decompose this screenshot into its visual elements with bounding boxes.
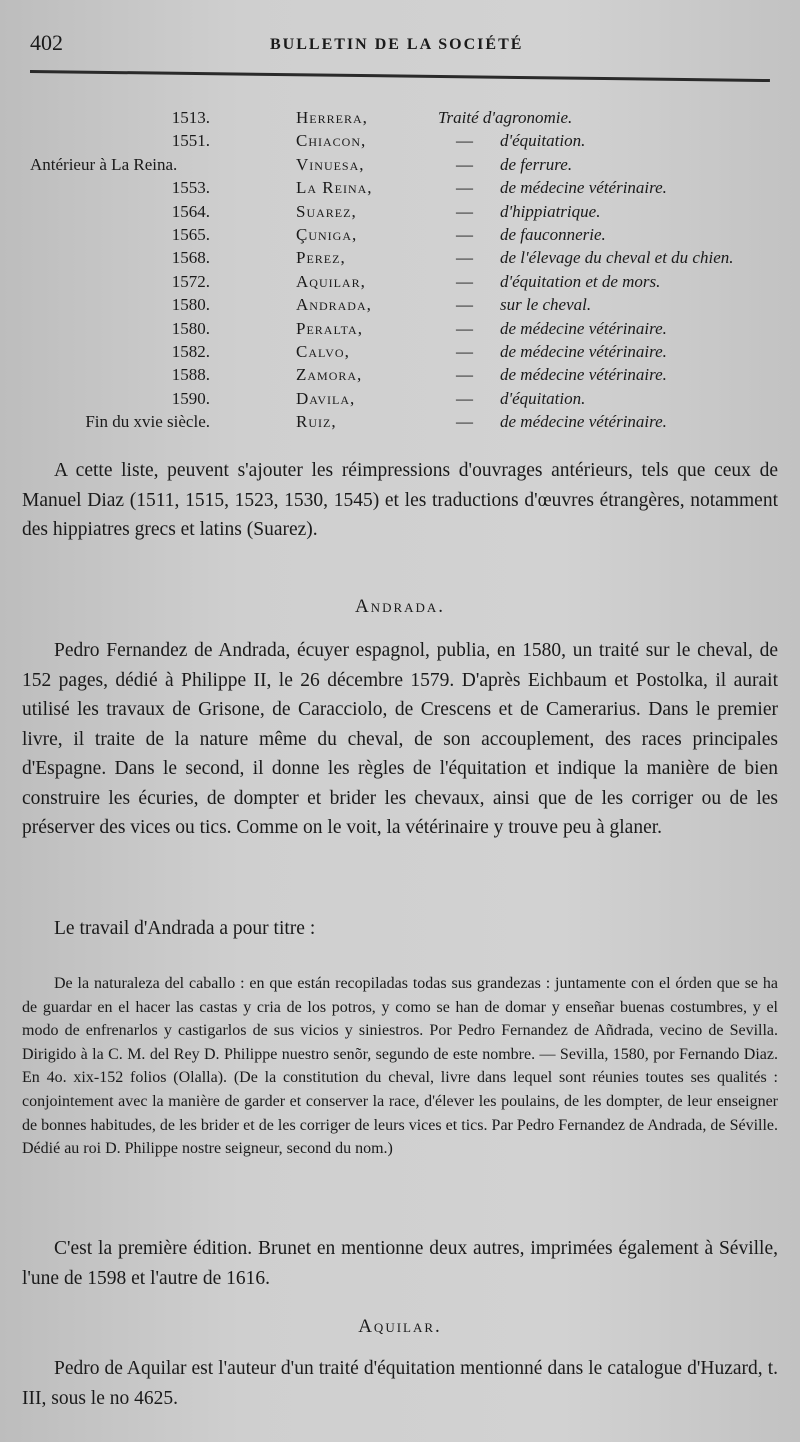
list-title: de l'élevage du cheval et du chien. [500,248,734,268]
list-author: Zamora, [296,365,363,385]
list-title: d'équitation. [500,388,586,408]
list-title: d'équitation et de mors. [500,271,661,291]
running-title: BULLETIN DE LA SOCIÉTÉ [270,36,524,53]
list-date: Antérieur à La Reina. [30,154,178,174]
paragraph-andrada: Pedro Fernandez de Andrada, écuyer espagnol, publia, en 1580, un traité sur le cheval, de 152 pages, dédié à Philippe II, le 26 décembre 1579. D'après Eichbaum et Postolka, il aurait utilisé les travaux de Grisone, de Caracciolo, de Crescens et de Camerarius. Dans le premier livre, il traite de la nature même du cheval, de son accouplement, des races principales d'Espagne. Dans le second, il donne les règles de l'équitation et indique la manière de bien construire les écuries, de dompter et brider les chevaux, ainsi que de les corriger ou de les préserver des vices ou tics. Comme on le voit, la vétérinaire y trouve peu à glaner. [22,640,778,838]
list-date: 1580. [171,295,210,315]
list-dash: — [456,318,473,338]
list-title: de médecine vétérinaire. [500,318,667,338]
list-item [20,131,800,154]
list-item [20,178,800,201]
list-date: 1580. [171,318,210,338]
list-dash: — [456,388,473,408]
list-item [20,225,800,248]
section-heading-aquilar: Aquilar. [358,1316,442,1337]
list-author: Herrera, [296,108,368,127]
list-author: Suarez, [296,201,357,221]
list-item [20,319,800,342]
page-header [0,30,800,70]
list-dash: — [456,131,473,151]
list-title: de fauconnerie. [500,224,606,244]
list-title: de médecine vétérinaire. [500,412,667,432]
paragraph-reprints: A cette liste, peuvent s'ajouter les réimpressions d'ouvrages antérieurs, tels que ceux de Manuel Diaz (1511, 1515, 1523, 1530, 1545) et les traductions d'œuvres étrangères, notamment des hippiatres grecs et latins (Suarez). [22,460,778,540]
list-author: Vinuesa, [296,154,365,174]
list-dash: — [456,271,473,291]
list-date: 1513. [171,108,210,127]
list-dash: — [456,365,473,385]
list-date: 1551. [171,131,210,151]
list-date: 1590. [171,388,210,408]
list-date: 1568. [171,248,210,268]
list-item [20,272,800,295]
list-item [20,412,800,435]
list-author: Ruiz, [296,412,337,432]
list-item [20,389,800,412]
list-date: Fin du xvie siècle. [85,412,210,432]
list-dash: — [456,224,473,244]
list-title: Traité d'agronomie. [438,108,573,127]
list-author: Peralta, [296,318,363,338]
list-title: de médecine vétérinaire. [500,365,667,385]
list-date: 1553. [171,178,210,198]
list-date: 1572. [171,271,210,291]
list-author: Aquilar, [296,271,366,291]
list-author: La Reina, [296,178,373,198]
list-item [20,108,800,131]
list-item [20,248,800,271]
list-author: Çuniga, [296,224,358,244]
list-dash: — [456,201,473,221]
treatise-list [20,108,800,435]
list-dash: — [456,341,473,361]
list-item [20,365,800,388]
list-author: Davila, [296,388,356,408]
list-item [20,202,800,225]
list-item [20,342,800,365]
list-dash: — [456,295,473,315]
paragraph-spanish-title: De la naturaleza del caballo : en que están recopiladas todas sus grandezas : juntamente con el órden que se ha de guardar en el hacer las castas y cria de los potros, y como se han de domar y enseñar buenas costumbres, y el modo de enfrenarlos y castigarlos de sus vicios y siniestros. Por Pedro Fernandez de Añdrada, vecino de Sevilla. Dirigido à la C. M. del Rey D. Philippe nuestro senõr, segundo de este nombre. — Sevilla, 1580, por Fernando Diaz. En 4o. xix-152 folios (Olalla). (De la constitution du cheval, livre dans lequel sont réunies toutes ses qualités : conjointement avec la manière de garder et conserver la race, d'élever les poulains, de les dompter, de leur enseigner de bonnes habitudes, de les brider et de les corriger de leurs vices et tics. Par Pedro Fernandez de Andrada, de Séville. Dédié au roi D. Philippe nostre seigneur, second du nom.) [22,975,778,1158]
paragraph-first-edition: C'est la première édition. Brunet en mentionne deux autres, imprimées également à Séville, l'une de 1598 et l'autre de 1616. [22,1238,778,1289]
list-author: Chiacon, [296,131,367,151]
list-title: de médecine vétérinaire. [500,341,667,361]
page-number: 402 [30,30,63,55]
paragraph-title-intro: Le travail d'Andrada a pour titre : [54,918,316,939]
list-title: de médecine vétérinaire. [500,178,667,198]
list-dash: — [456,154,473,174]
list-title: d'hippiatrique. [500,201,601,221]
header-rule [30,70,770,82]
list-date: 1588. [171,365,210,385]
section-heading-andrada: Andrada. [354,596,446,617]
list-date: 1565. [171,224,210,244]
list-item [20,155,800,178]
list-author: Perez, [296,248,346,268]
list-dash: — [456,412,473,432]
list-title: de ferrure. [500,154,573,174]
list-title: d'équitation. [500,131,586,151]
list-date: 1564. [171,201,210,221]
list-dash: — [456,248,473,268]
list-item [20,295,800,318]
list-author: Calvo, [296,341,350,361]
list-dash: — [456,178,473,198]
list-date: 1582. [171,341,210,361]
list-author: Andrada, [296,295,372,315]
paragraph-aquilar: Pedro de Aquilar est l'auteur d'un traité d'équitation mentionné dans le catalogue d'Huzard, t. III, sous le no 4625. [22,1358,778,1409]
list-title: sur le cheval. [500,295,592,315]
